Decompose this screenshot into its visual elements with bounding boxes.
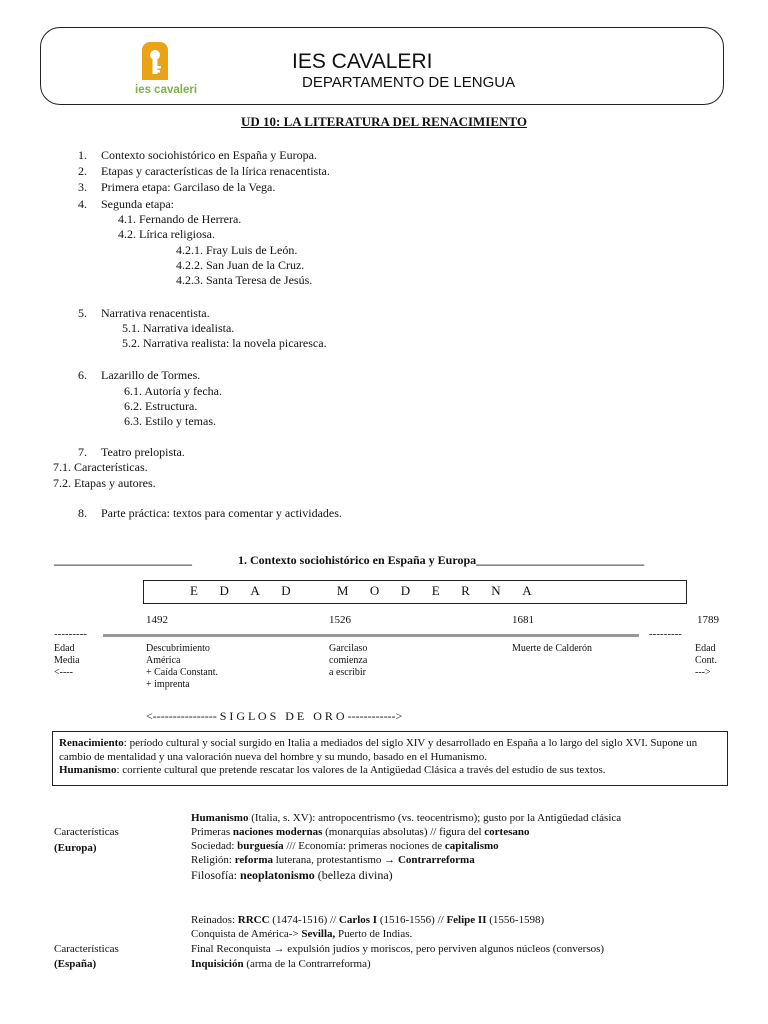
toc-subitem: 7.1. Características. [53, 460, 148, 474]
europa-line [191, 840, 499, 852]
text: Primeras [191, 826, 233, 838]
europa-line [191, 826, 530, 838]
europa-sublabel: (Europa) [54, 842, 97, 854]
dash-right: --------- [649, 628, 682, 640]
toc-subitem: 6.3. Estilo y temas. [124, 414, 216, 428]
text: Filosofía: [191, 868, 241, 882]
toc-subitem: 4.2.3. Santa Teresa de Jesús. [176, 273, 313, 287]
bold-text: burguesía [237, 840, 284, 852]
text: (1516-1556) // [377, 914, 447, 926]
bold-text: Felipe II [446, 914, 487, 926]
text: Conquista de América-> [191, 928, 302, 940]
toc-number: 4. [78, 197, 87, 211]
text: (arma de la Contrarreforma) [243, 958, 371, 970]
event-edad-media [54, 643, 80, 679]
toc-subitem: 4.2. Lírica religiosa. [118, 227, 215, 241]
event-line: América [146, 655, 181, 666]
event-line: ---> [695, 667, 711, 678]
page-title: UD 10: LA LITERATURA DEL RENACIMIENTO [241, 114, 527, 129]
event-line: + Caída Constant. [146, 667, 219, 678]
definition-text: : período cultural y social surgido en Italia a mediados del siglo XIV y desarrollado en España a lo largo del siglo XVI. Supone un cambio de mentalidad y una valoración nueva del hombre y su mundo, basado en el Humanismo. [59, 737, 698, 763]
text: Religión: [191, 854, 235, 866]
toc-item: Teatro prelopista. [101, 445, 185, 459]
espana-sublabel: (España) [54, 958, 97, 970]
toc-number: 8. [78, 506, 87, 520]
europa-line [191, 812, 621, 824]
bold-text: capitalismo [444, 840, 499, 852]
year-label: 1492 [146, 614, 168, 626]
toc-item: Etapas y características de la lírica renacentista. [101, 164, 330, 178]
europa-label: Características [54, 826, 119, 838]
espana-line [191, 928, 412, 940]
espana-label: Características [54, 943, 119, 955]
dash-left: --------- [54, 628, 87, 640]
event-garcilaso [329, 643, 367, 679]
timeline-line [103, 634, 639, 637]
event-line: Garcilaso [329, 643, 368, 654]
bold-text: cortesano [484, 826, 530, 838]
definition-renacimiento [59, 737, 721, 764]
bold-text: Inquisición [191, 958, 244, 970]
bold-text: Carlos I [338, 914, 378, 926]
toc-item: Segunda etapa: [101, 197, 174, 211]
toc-number: 6. [78, 368, 87, 382]
term: Humanismo [59, 764, 117, 776]
toc-number: 7. [78, 445, 87, 459]
toc-number: 2. [78, 164, 87, 178]
event-calderon: Muerte de Calderón [512, 643, 592, 654]
toc-subitem: 6.1. Autoría y fecha. [124, 384, 222, 398]
text: (belleza divina) [314, 868, 393, 882]
event-line: a escribir [329, 667, 366, 678]
term: Renacimiento [59, 737, 124, 749]
toc-subitem: 7.2. Etapas y autores. [53, 476, 156, 490]
era-label: EDAD MODERNA [190, 583, 554, 598]
definition-humanismo [59, 764, 721, 778]
toc-item: Narrativa renacentista. [101, 306, 210, 320]
text: luterana, protestantismo → [272, 854, 398, 866]
event-edad-cont [695, 643, 717, 679]
definition-text: : corriente cultural que pretende rescatar los valores de la Antigüedad Clásica a través del estudio de sus textos. [116, 764, 606, 776]
event-line: + imprenta [146, 679, 190, 690]
event-line: Edad [54, 643, 75, 654]
siglos-de-oro: <---------------- S I G L O S D E O R O ------------> [146, 709, 403, 723]
toc-subitem: 4.1. Fernando de Herrera. [118, 212, 242, 226]
text: Reinados: [191, 914, 238, 926]
toc-subitem: 5.1. Narrativa idealista. [122, 321, 235, 335]
europa-line [191, 868, 393, 883]
bold-text: naciones modernas [232, 826, 323, 838]
text: Sociedad: [191, 840, 238, 852]
event-line: comienza [329, 655, 368, 666]
espana-line [191, 914, 544, 926]
section-heading-line [238, 553, 644, 567]
text: (1556-1598) [486, 914, 545, 926]
bold-text: Humanismo [191, 812, 249, 824]
school-name: IES CAVALERI [292, 50, 433, 73]
year-label: 1526 [329, 614, 351, 626]
bold-text: RRCC [237, 914, 270, 926]
event-line: Descubrimiento [146, 643, 210, 654]
toc-number: 1. [78, 148, 87, 162]
year-label: 1789 [697, 614, 719, 626]
logo-text: ies cavaleri [135, 84, 198, 96]
text: (Italia, s. XV): antropocentrismo (vs. teocentrismo); gusto por la Antigüedad clásica [248, 812, 622, 824]
espana-line [191, 958, 371, 970]
toc-subitem: 4.2.1. Fray Luis de León. [176, 243, 298, 257]
event-line: <---- [54, 667, 73, 678]
europa-line [191, 854, 475, 866]
section-rule-right: ____________________________ [476, 553, 645, 567]
toc-subitem: 5.2. Narrativa realista: la novela picaresca. [122, 336, 327, 350]
school-logo [134, 38, 204, 96]
bold-text: Sevilla, [301, 928, 336, 940]
department-name: DEPARTAMENTO DE LENGUA [302, 74, 516, 91]
bold-text: neoplatonismo [240, 868, 315, 882]
toc-number: 3. [78, 180, 87, 194]
bold-text: reforma [234, 854, 273, 866]
year-label: 1681 [512, 614, 534, 626]
toc-item: Contexto sociohistórico en España y Europa. [101, 148, 317, 162]
espana-line: Final Reconquista → expulsión judíos y moriscos, pero perviven algunos núcleos (conversos) [191, 943, 605, 955]
event-line: Edad [695, 643, 716, 654]
toc-subitem: 6.2. Estructura. [124, 399, 198, 413]
text: (1474-1516) // [269, 914, 339, 926]
toc-item: Parte práctica: textos para comentar y actividades. [101, 506, 342, 520]
text: /// Economía: primeras nociones de [283, 840, 445, 852]
section-rule-left: _______________________ [54, 553, 192, 567]
event-line: Cont. [695, 655, 717, 666]
section-heading: 1. Contexto sociohistórico en España y Europa [238, 553, 477, 567]
definitions-box [52, 731, 728, 786]
toc-item: Primera etapa: Garcilaso de la Vega. [101, 180, 276, 194]
toc-item: Lazarillo de Tormes. [101, 368, 201, 382]
toc-subitem: 4.2.2. San Juan de la Cruz. [176, 258, 305, 272]
event-descubrimiento [146, 643, 218, 691]
text: (monarquías absolutas) // figura del [322, 826, 485, 838]
bold-text: Contrarreforma [397, 854, 475, 866]
toc-number: 5. [78, 306, 87, 320]
text: Puerto de Indias. [335, 928, 413, 940]
event-line: Media [54, 655, 80, 666]
